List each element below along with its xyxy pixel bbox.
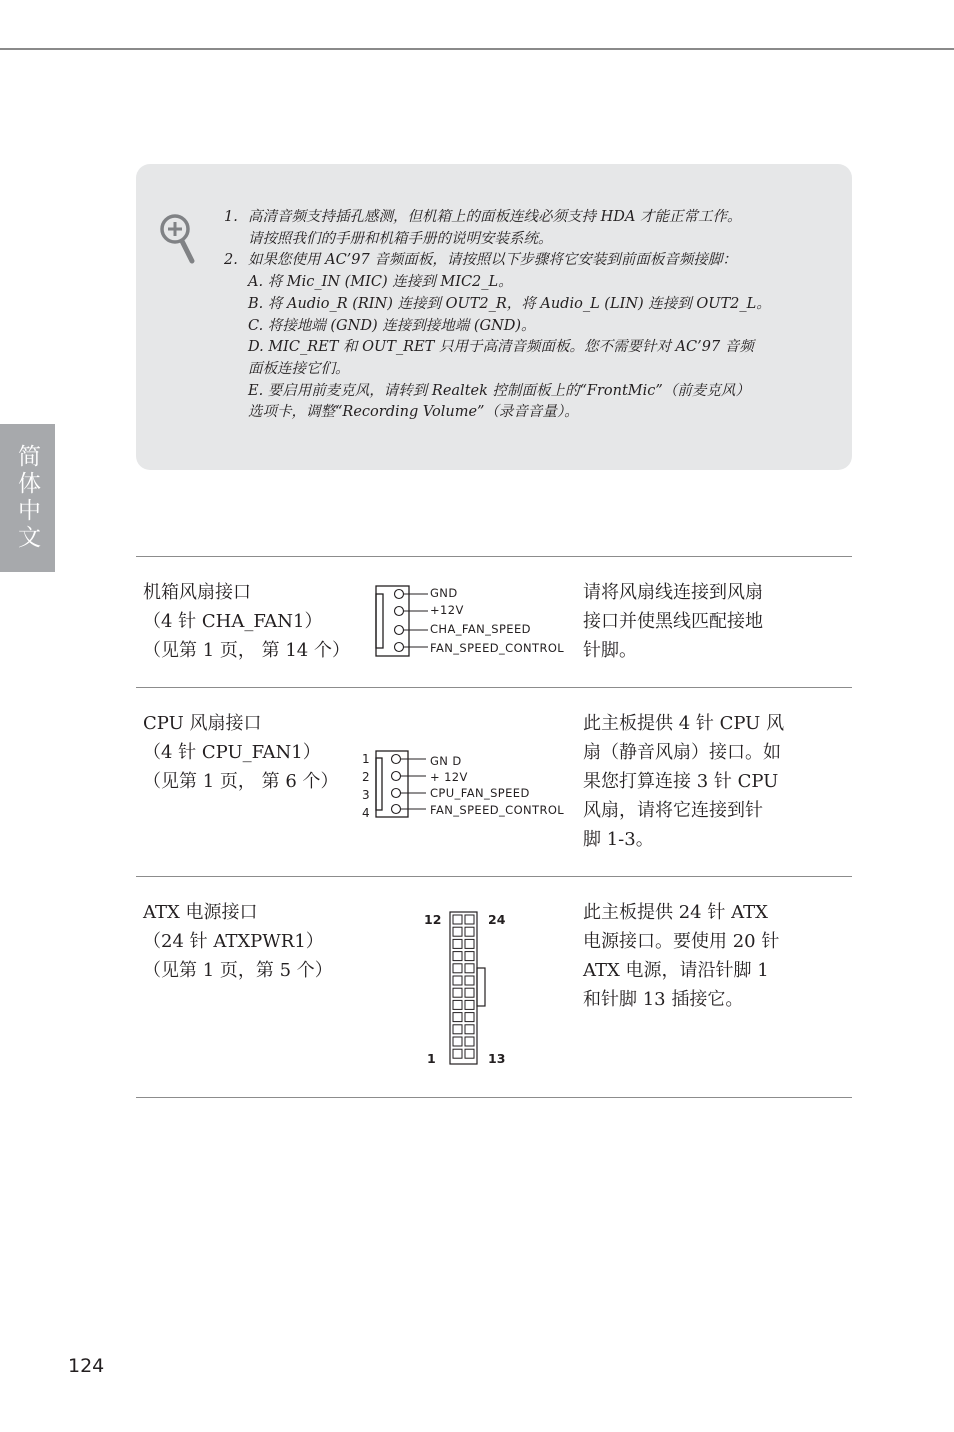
cha-fan-pin-diagram (372, 580, 572, 662)
table-rule (136, 556, 852, 557)
title-line: （4 针 CHA_FAN1） (143, 611, 323, 632)
pin-corner-1: 1 (427, 1051, 436, 1066)
atx-pin (453, 915, 462, 924)
desc-line: 电源接口。要使用 20 针 (583, 931, 780, 952)
pin-label-12v: +12V (430, 603, 464, 617)
desc-line: 果您打算连接 3 针 CPU (583, 771, 779, 792)
atx-pin (465, 1049, 474, 1058)
note-line: E. 要启用前麦克风，请转到 Realtek 控制面板上的“FrontMic”（前麦克风） (248, 382, 750, 399)
atx-pin (453, 1000, 462, 1009)
cpu-fan-title (143, 709, 339, 796)
atx-pin (465, 927, 474, 936)
pin-corner-24: 24 (488, 912, 506, 927)
desc-line: 脚 1-3。 (583, 829, 654, 850)
atx-pin (453, 1025, 462, 1034)
pin-number-2: 2 (362, 770, 370, 784)
desc-line: 此主板提供 24 针 ATX (583, 902, 768, 923)
atx-pin (465, 976, 474, 985)
language-tab-label: 简体中文 (14, 444, 40, 552)
note-item-number: 1. (224, 209, 238, 225)
pin-label-gnd: GN D (430, 754, 462, 768)
note-line: 高清音频支持插孔感测，但机箱上的面板连线必须支持 HDA 才能正常工作。 (248, 209, 742, 225)
desc-line: 此主板提供 4 针 CPU 风 (583, 713, 785, 734)
desc-line: 扇（静音风扇）接口。如 (583, 742, 781, 763)
atx-pin (465, 939, 474, 948)
pin-corner-13: 13 (488, 1051, 506, 1066)
note-line: 选项卡，调整“Recording Volume”（录音音量）。 (248, 404, 579, 421)
atx-latch (477, 968, 485, 1006)
desc-line: 针脚。 (583, 640, 637, 661)
atx-pin (465, 988, 474, 997)
atx-pin (453, 939, 462, 948)
cha-fan-description (583, 578, 803, 665)
pin-label-gnd: GND (430, 586, 458, 600)
atx-power-description (583, 898, 803, 1014)
atx-pin (465, 1025, 474, 1034)
table-rule (136, 687, 852, 688)
atx-pin (453, 927, 462, 936)
atx-pin (453, 988, 462, 997)
note-list (224, 207, 784, 424)
atx-pin (465, 964, 474, 973)
title-line: CPU 风扇接口 (143, 713, 262, 734)
title-line: ATX 电源接口 (143, 902, 258, 923)
atx-pin (465, 952, 474, 961)
cpu-fan-description (583, 709, 803, 854)
atx-pin (453, 1013, 462, 1022)
pin-circles (395, 590, 404, 652)
atx-pin (465, 1037, 474, 1046)
atx-pin (453, 1037, 462, 1046)
atx-pin (465, 1000, 474, 1009)
pin-label-cpu-fan-speed: CPU_FAN_SPEED (430, 786, 530, 800)
table-rule (136, 876, 852, 877)
title-line: （见第 1 页， 第 14 个） (143, 640, 350, 661)
pin-circles (392, 755, 401, 814)
note-line: 如果您使用 AC’97 音频面板，请按照以下步骤将它安装到前面板音频接脚： (248, 252, 737, 269)
atx-pin (453, 1049, 462, 1058)
title-line: 机箱风扇接口 (143, 582, 251, 603)
atx-pin (453, 952, 462, 961)
table-rule (136, 1097, 852, 1098)
note-line: C. 将接地端 (GND) 连接到接地端 (GND)。 (248, 317, 536, 334)
pin-label-fan-control: FAN_SPEED_CONTROL (430, 641, 565, 655)
pin-label-fan-speed: CHA_FAN_SPEED (430, 622, 531, 636)
atx-power-pin-diagram (418, 904, 518, 1070)
atx-pin (453, 976, 462, 985)
pin-number-3: 3 (362, 788, 370, 802)
atx-pin (465, 1013, 474, 1022)
note-item-number: 2. (224, 252, 238, 269)
note-item-2 (224, 250, 784, 424)
desc-line: ATX 电源，请沿针脚 1 (583, 960, 769, 981)
desc-line: 接口并使黑线匹配接地 (583, 611, 763, 632)
title-line: （4 针 CPU_FAN1） (143, 742, 321, 763)
top-rule (0, 48, 954, 50)
desc-line: 风扇，请将它连接到针 (583, 800, 763, 821)
note-line: D. MIC_RET 和 OUT_RET 只用于高清音频面板。您不需要针对 AC’97 音频 (248, 339, 754, 356)
desc-line: 请将风扇线连接到风扇 (583, 582, 763, 603)
note-line: B. 将 Audio_R (RIN) 连接到 OUT2_R，将 Audio_L (LIN) 连接到 OUT2_L。 (248, 295, 771, 312)
note-line: A. 将 Mic_IN (MIC) 连接到 MIC2_L。 (248, 274, 513, 291)
pin-corner-12: 12 (424, 912, 442, 927)
atx-power-title (143, 898, 333, 985)
title-line: （见第 1 页， 第 6 个） (143, 771, 339, 792)
note-line: 面板连接它们。 (248, 360, 350, 377)
title-line: （24 针 ATXPWR1） (143, 931, 324, 952)
cpu-fan-pin-diagram (358, 745, 568, 823)
desc-line: 和针脚 13 插接它。 (583, 989, 744, 1010)
pin-number-4: 4 (362, 806, 370, 820)
magnifier-plus-icon (158, 212, 198, 264)
pin-label-fan-control: FAN_SPEED_CONTROL (430, 803, 565, 817)
note-line: 请按照我们的手册和机箱手册的说明安装系统。 (248, 230, 553, 247)
pin-number-1: 1 (362, 752, 370, 766)
language-side-tab (0, 424, 55, 572)
pin-label-12v: + 12V (430, 770, 468, 784)
atx-pin (453, 964, 462, 973)
cha-fan-title (143, 578, 350, 665)
atx-pin (465, 915, 474, 924)
title-line: （见第 1 页，第 5 个） (143, 960, 333, 981)
note-item-1 (224, 207, 784, 250)
page-number: 124 (68, 1355, 105, 1377)
atx-pin-grid (453, 915, 474, 1058)
